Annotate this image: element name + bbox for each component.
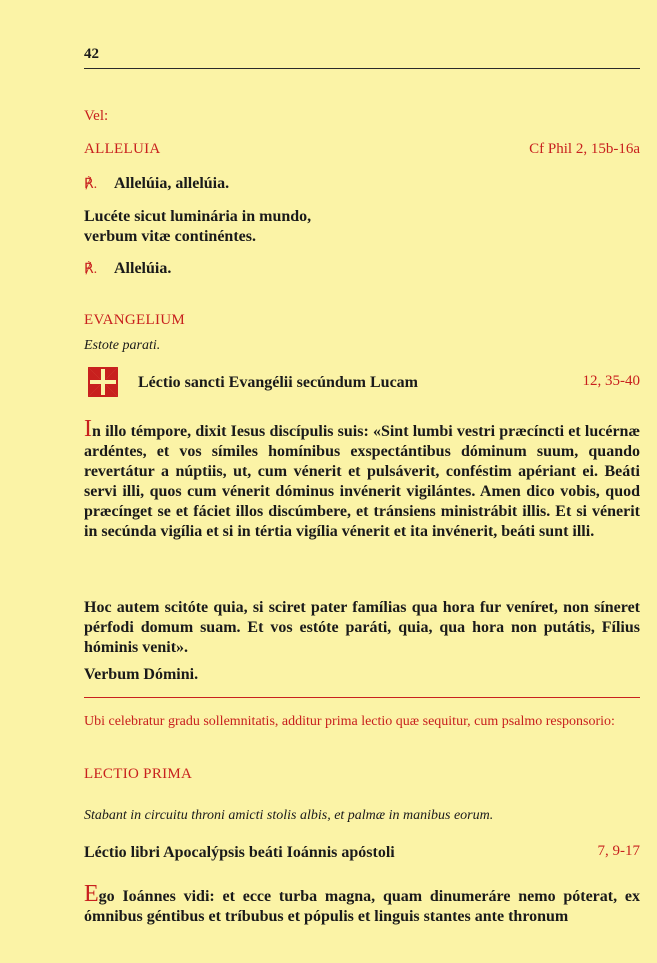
alleluia-response-2 — [84, 259, 171, 280]
evangelium-title: Léctio sancti Evangélii secúndum Lucam — [138, 374, 419, 391]
paragraph-text: go Ioánnes vidi: et ecce turba magna, quam dinumeráre nemo póterat, ex ómnibus géntibus et tríbubus et pópulis et linguis stantes ante thronum — [84, 888, 640, 925]
lectio-prima-title: Léctio libri Apocalýpsis beáti Ioánnis apóstoli — [84, 844, 395, 861]
vel-label: Vel: — [84, 108, 109, 124]
alleluia-response-1 — [84, 174, 229, 195]
alleluia-verse-2: verbum vitæ continéntes. — [84, 228, 256, 245]
lectio-prima-subtitle: Stabant in circuitu throni amicti stolis albis, et palmæ in manibus eorum. — [84, 808, 494, 823]
header-rule — [84, 68, 640, 69]
lectio-prima-paragraph-1 — [84, 881, 640, 927]
alleluia-heading: ALLELUIA — [84, 141, 161, 157]
alleluia-line-1: Allelúia, allelúia. — [114, 175, 230, 192]
section-divider — [84, 697, 640, 698]
response-mark: ℟. — [84, 177, 98, 192]
evangelium-reference: 12, 35-40 — [582, 373, 640, 389]
drop-cap: I — [84, 416, 92, 442]
evangelium-paragraph-1 — [84, 416, 640, 542]
cross-icon — [88, 367, 118, 397]
rubric-note: Ubi celebratur gradu sollemnitatis, additur prima lectio quæ sequitur, cum psalmo responsorio: — [84, 714, 615, 729]
verbum-domini: Verbum Dómini. — [84, 666, 199, 683]
lectio-prima-reference: 7, 9-17 — [597, 843, 640, 859]
evangelium-subtitle: Estote parati. — [84, 338, 161, 353]
response-mark: ℟. — [84, 262, 98, 277]
drop-cap: E — [84, 881, 99, 907]
evangelium-heading: EVANGELIUM — [84, 312, 186, 328]
alleluia-verse-1: Lucéte sicut luminária in mundo, — [84, 208, 312, 225]
alleluia-line-2: Allelúia. — [114, 260, 172, 277]
page-number: 42 — [84, 46, 99, 62]
lectio-prima-heading: LECTIO PRIMA — [84, 766, 193, 782]
paragraph-text: n illo témpore, dixit Iesus discípulis suis: «Sint lumbi vestri præcíncti et lucérnæ ardéntes, et vos símiles homínibus exspectántibus dóminum suum, quando revertátur a núptiis, ut, cum vénerit et pulsáverit, conféstim apériant ei. Beáti servi illi, quos cum vénerit dóminus invénerit vigilántes. Amen dico vobis, quod præcínget se et fáciet illos discúmbere, et tránsiens ministrábit illis. Et si vénerit in secúnda vigília et si in tértia vigília vénerit et ita invénerit, beáti sunt illi. — [84, 423, 640, 540]
evangelium-paragraph-2: Hoc autem scitóte quia, si sciret pater famílias qua hora fur veníret, non síneret pérfodi domum suam. Et vos estóte paráti, quia, qua hora non putátis, Fílius hóminis venit». — [84, 599, 640, 656]
alleluia-reference: Cf Phil 2, 15b-16a — [529, 141, 640, 157]
